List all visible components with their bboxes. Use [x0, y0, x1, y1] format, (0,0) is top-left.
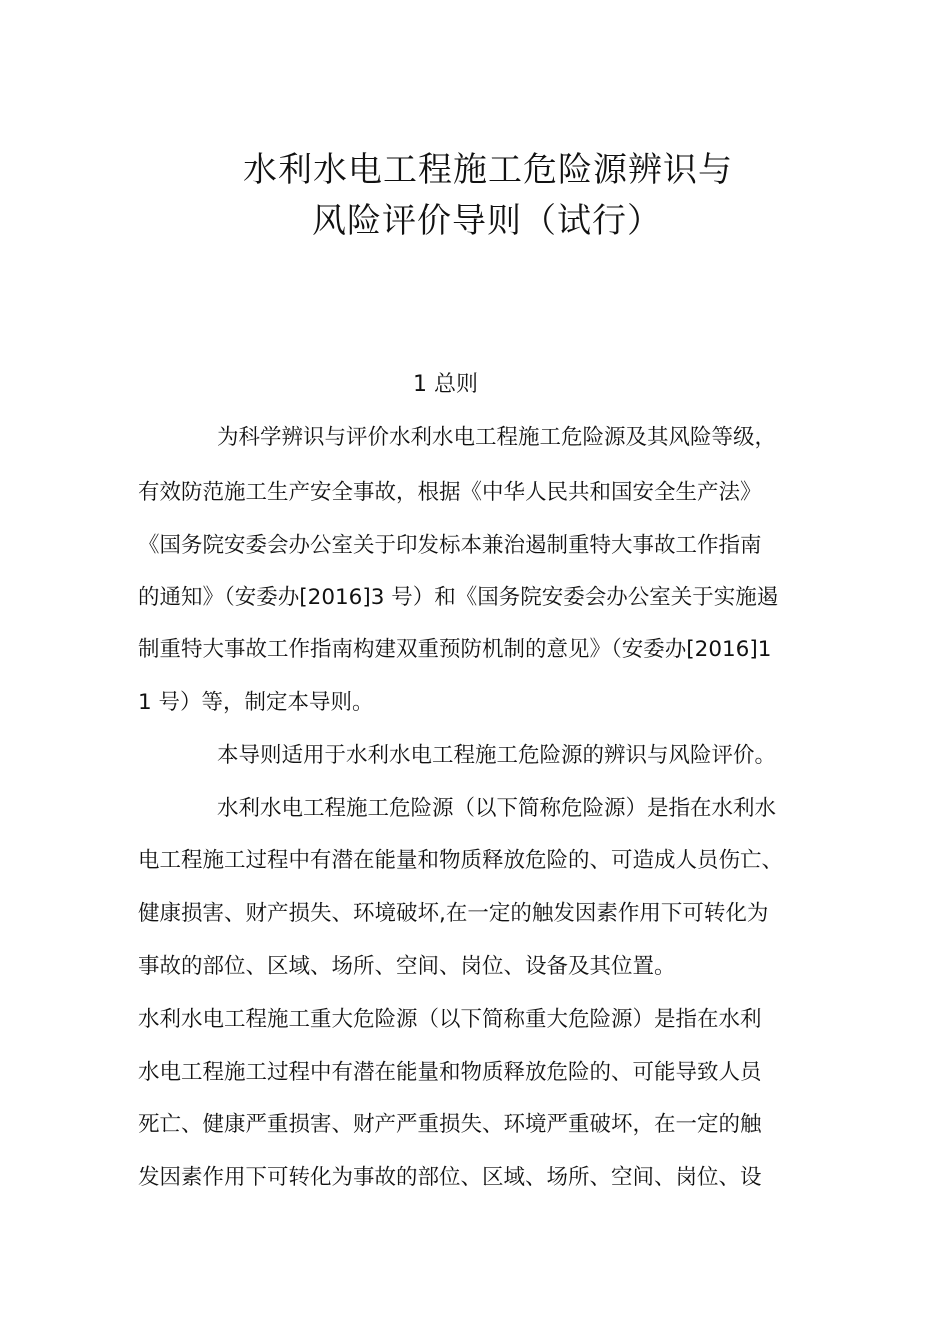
body-line: 事故的部位、区域、场所、空间、岗位、设备及其位置。	[138, 954, 676, 979]
body-line: 《国务院安委会办公室关于印发标本兼治遏制重特大事故工作指南	[138, 533, 762, 558]
document-title-line-2: 风险评价导则（试行）	[312, 201, 662, 241]
body-line: 水电工程施工过程中有潜在能量和物质释放危险的、可能导致人员	[138, 1060, 762, 1085]
document-title-line-1: 水利水电工程施工危险源辨识与	[243, 150, 733, 190]
body-line: 电工程施工过程中有潜在能量和物质释放危险的、可造成人员伤亡、	[138, 848, 784, 873]
body-line: 1 号）等，制定本导则。	[138, 690, 374, 715]
body-line: 死亡、健康严重损害、财产严重损失、环境严重破坏，在一定的触	[138, 1112, 762, 1137]
body-line: 健康损害、财产损失、环境破坏,在一定的触发因素作用下可转化为	[138, 901, 769, 926]
body-line: 为科学辨识与评价水利水电工程施工危险源及其风险等级，	[217, 425, 777, 450]
body-line: 的通知》（安委办[2016]3 号）和《国务院安委会办公室关于实施遏	[138, 585, 779, 610]
body-line: 本导则适用于水利水电工程施工危险源的辨识与风险评价。	[217, 743, 777, 768]
section-heading: 1 总则	[413, 372, 478, 397]
body-line: 水利水电工程施工危险源（以下简称危险源）是指在水利水	[217, 796, 777, 821]
body-line: 制重特大事故工作指南构建双重预防机制的意见》（安委办[2016]1	[138, 637, 772, 662]
body-line: 有效防范施工生产安全事故，根据《中华人民共和国安全生产法》	[138, 480, 762, 505]
body-line: 水利水电工程施工重大危险源（以下简称重大危险源）是指在水利	[138, 1007, 762, 1032]
body-line: 发因素作用下可转化为事故的部位、区域、场所、空间、岗位、设	[138, 1165, 762, 1190]
